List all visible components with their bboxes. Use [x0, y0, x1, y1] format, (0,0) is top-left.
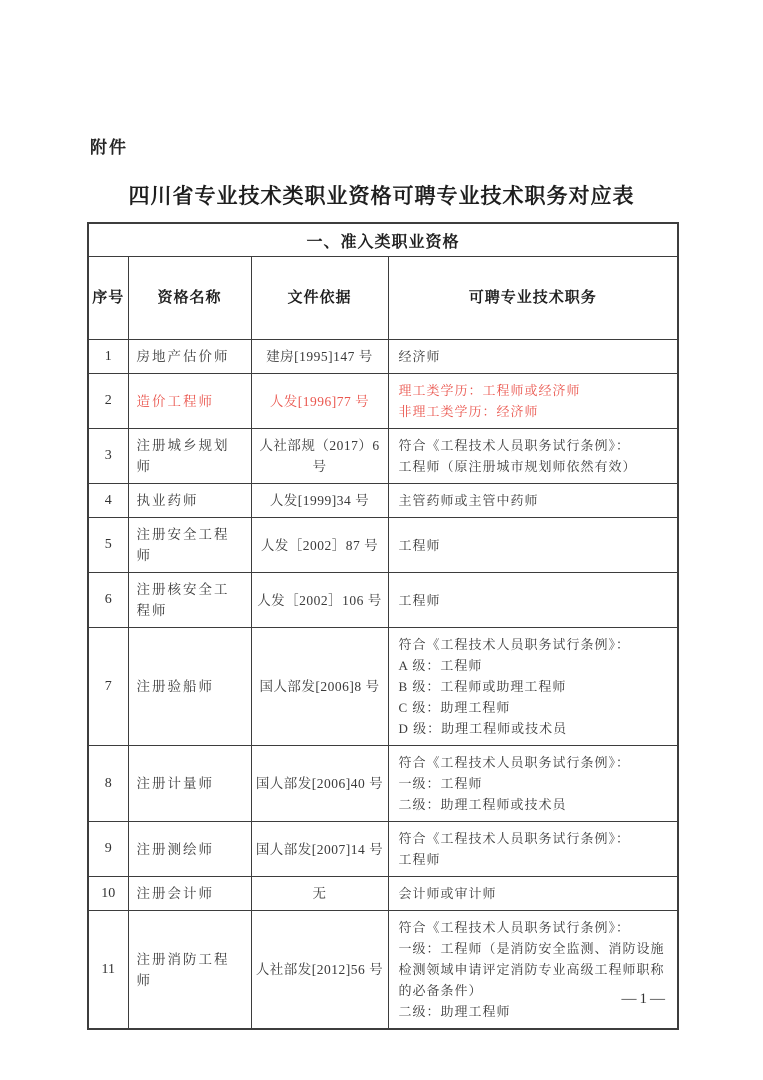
row-qualification-name: 房地产估价师 — [128, 340, 251, 374]
duty-line: 符合《工程技术人员职务试行条例》： — [398, 637, 631, 652]
duty-line: 工程师 — [398, 592, 441, 608]
row-document-basis: 人社部发[2012]56 号 — [251, 911, 388, 1030]
column-header-qualification-name: 资格名称 — [128, 257, 251, 340]
table-row — [88, 484, 678, 518]
table-row — [88, 911, 678, 1030]
row-duties — [388, 877, 678, 911]
row-qualification-name: 执业药师 — [128, 484, 251, 518]
row-serial: 6 — [88, 573, 128, 628]
page-number: —1— — [621, 991, 668, 1007]
row-serial: 1 — [88, 340, 128, 374]
row-duties — [388, 518, 678, 573]
row-duties — [388, 573, 678, 628]
row-duties — [388, 746, 678, 822]
column-header-document-basis: 文件依据 — [251, 257, 388, 340]
duty-line: 二级：助理工程师 — [398, 1004, 511, 1019]
duty-line: 工程师（原注册城市规划师依然有效） — [398, 459, 637, 474]
column-header-row — [88, 257, 678, 340]
attachment-label: 附件 — [90, 138, 128, 157]
row-qualification-name: 注册会计师 — [128, 877, 251, 911]
duty-line: 非理工类学历：经济师 — [398, 404, 539, 419]
duty-line: 工程师 — [398, 852, 441, 867]
column-header-serial: 序号 — [88, 257, 128, 340]
table-row — [88, 746, 678, 822]
row-document-basis: 人社部规（2017）6 号 — [251, 429, 388, 484]
row-serial: 2 — [88, 374, 128, 429]
page-title: 四川省专业技术类职业资格可聘专业技术职务对应表 — [128, 185, 635, 208]
row-qualification-name: 注册测绘师 — [128, 822, 251, 877]
row-duties — [388, 484, 678, 518]
row-duties — [388, 911, 678, 1030]
row-serial: 7 — [88, 628, 128, 746]
row-serial: 8 — [88, 746, 128, 822]
row-document-basis: 人发［2002］87 号 — [251, 518, 388, 573]
row-qualification-name: 注册城乡规划师 — [128, 429, 251, 484]
row-qualification-name: 注册消防工程师 — [128, 911, 251, 1030]
table-row — [88, 374, 678, 429]
duty-line: D 级：助理工程师或技术员 — [398, 721, 568, 736]
duty-line: 符合《工程技术人员职务试行条例》： — [398, 755, 631, 770]
row-document-basis: 人发[1999]34 号 — [251, 484, 388, 518]
row-document-basis: 国人部发[2006]8 号 — [251, 628, 388, 746]
row-document-basis: 无 — [251, 877, 388, 911]
duty-line: 二级：助理工程师或技术员 — [398, 797, 567, 812]
row-duties — [388, 822, 678, 877]
duty-line: 主管药师或主管中药师 — [398, 493, 539, 508]
row-qualification-name: 注册核安全工程师 — [128, 573, 251, 628]
row-document-basis: 建房[1995]147 号 — [251, 340, 388, 374]
row-duties — [388, 628, 678, 746]
row-document-basis: 国人部发[2007]14 号 — [251, 822, 388, 877]
row-serial: 9 — [88, 822, 128, 877]
table-row — [88, 429, 678, 484]
duty-line: A 级：工程师 — [398, 658, 483, 673]
row-serial: 3 — [88, 429, 128, 484]
duty-line: 符合《工程技术人员职务试行条例》： — [398, 831, 631, 846]
duty-line: B 级：工程师或助理工程师 — [398, 679, 567, 694]
duty-line: 符合《工程技术人员职务试行条例》： — [398, 920, 631, 935]
duty-line: 工程师 — [398, 537, 441, 553]
section-title: 一、准入类职业资格 — [88, 223, 678, 257]
row-document-basis: 人发[1996]77 号 — [251, 374, 388, 429]
table-body — [88, 340, 678, 1030]
row-serial: 4 — [88, 484, 128, 518]
duty-line: 会计师或审计师 — [398, 886, 497, 901]
row-qualification-name: 造价工程师 — [128, 374, 251, 429]
qualification-table-wrap — [87, 222, 677, 1030]
table-row — [88, 877, 678, 911]
row-serial: 11 — [88, 911, 128, 1030]
section-header-row — [88, 223, 678, 257]
row-qualification-name: 注册安全工程师 — [128, 518, 251, 573]
row-qualification-name: 注册计量师 — [128, 746, 251, 822]
table-row — [88, 822, 678, 877]
table-row — [88, 573, 678, 628]
duty-line: 理工类学历：工程师或经济师 — [398, 383, 581, 398]
row-document-basis: 国人部发[2006]40 号 — [251, 746, 388, 822]
row-duties — [388, 429, 678, 484]
table-row — [88, 340, 678, 374]
table-row — [88, 518, 678, 573]
row-serial: 10 — [88, 877, 128, 911]
column-header-appointable-duties: 可聘专业技术职务 — [388, 257, 678, 340]
table-row — [88, 628, 678, 746]
duty-line: 经济师 — [398, 349, 441, 364]
qualification-table — [87, 222, 679, 1030]
row-serial: 5 — [88, 518, 128, 573]
duty-line: C 级：助理工程师 — [398, 700, 511, 715]
row-duties — [388, 340, 678, 374]
duty-line: 一级：工程师 — [398, 776, 483, 791]
row-qualification-name: 注册验船师 — [128, 628, 251, 746]
row-duties — [388, 374, 678, 429]
duty-line: 符合《工程技术人员职务试行条例》： — [398, 438, 631, 453]
duty-line: 一级：工程师（是消防安全监测、消防设施检测领域申请评定消防专业高级工程师职称的必备条件） — [398, 941, 665, 998]
row-document-basis: 人发［2002］106 号 — [251, 573, 388, 628]
